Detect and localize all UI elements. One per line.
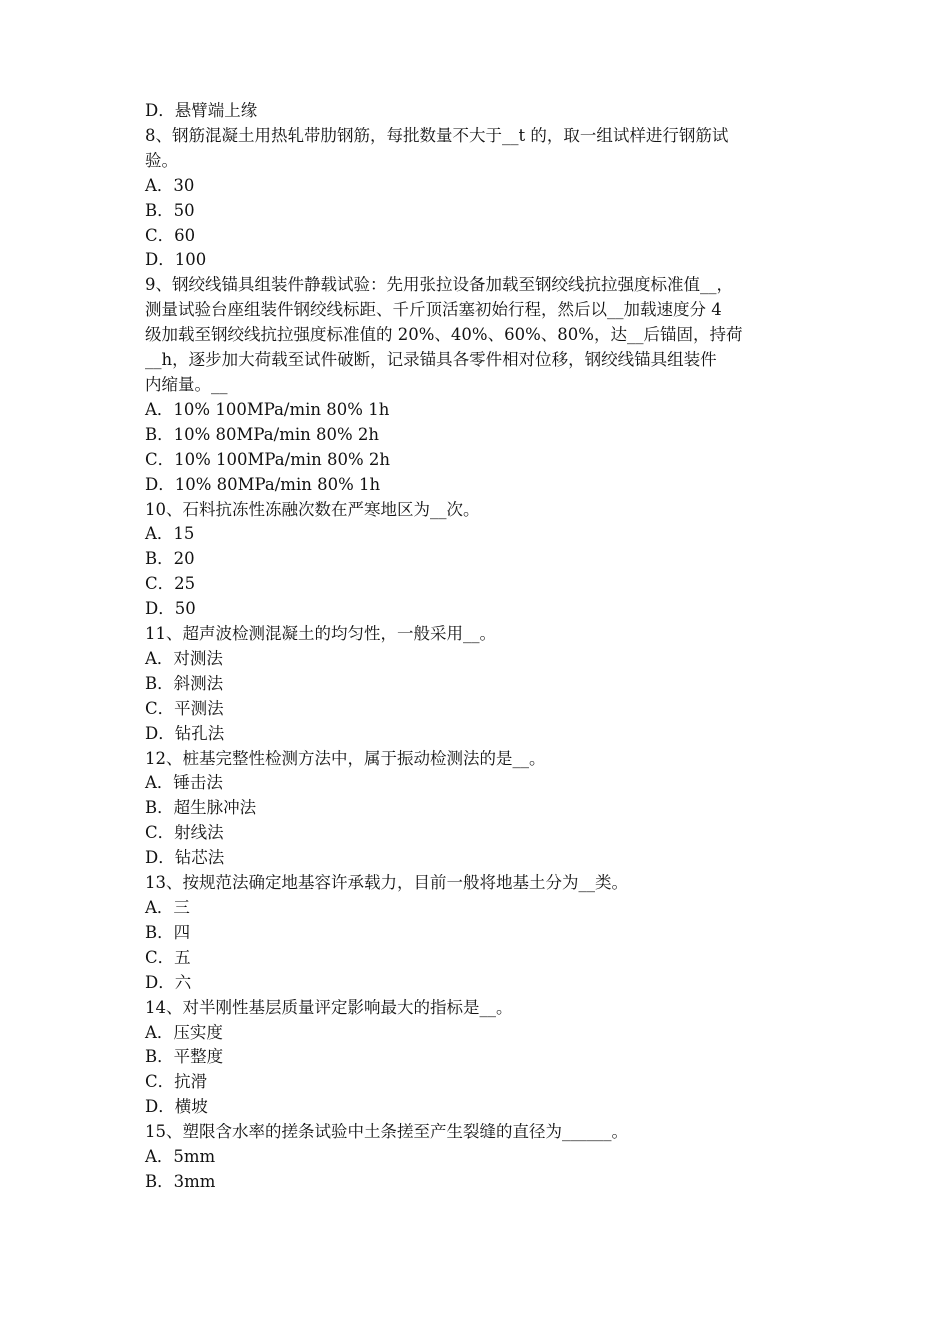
text-line: 测量试验台座组装件钢绞线标距、千斤顶活塞初始行程，然后以__加载速度分 4 [145,300,722,320]
text-line: D．钻孔法 [145,723,225,743]
text-line: 11、超声波检测混凝土的均匀性，一般采用__。 [145,624,496,644]
text-line: D．悬臂端上缘 [145,101,258,120]
text-line: D．钻芯法 [145,848,225,868]
text-line: 10、石料抗冻性冻融次数在严寒地区为__次。 [145,499,480,519]
text-line: B．10% 80MPa/min 80% 2h [145,424,380,444]
text-line: A．10% 100MPa/min 80% 1h [145,399,390,419]
text-line: C．25 [145,574,196,594]
text-line: B．斜测法 [145,673,224,693]
text-line: A．锤击法 [145,773,223,793]
text-line: A．30 [145,175,195,195]
text-line: 8、钢筋混凝土用热轧带肋钢筋，每批数量不大于__t 的，取一组试样进行钢筋试 [145,125,729,145]
document-body [145,99,810,1195]
text-line: D．横坡 [145,1097,208,1117]
text-line: 13、按规范法确定地基容许承载力，目前一般将地基土分为__类。 [145,873,628,893]
text-line: 验。 [145,150,178,170]
text-line: B．3mm [145,1171,216,1191]
text-line: 14、对半刚性基层质量评定影响最大的指标是__。 [145,997,513,1017]
text-line: __h，逐步加大荷载至试件破断，记录锚具各零件相对位移，钢绞线锚具组装件 [145,350,717,370]
text-line: C．抗滑 [145,1072,208,1092]
text-line: C．射线法 [145,823,224,843]
text-line: 12、桩基完整性检测方法中，属于振动检测法的是__。 [145,748,546,768]
text-line: D．10% 80MPa/min 80% 1h [145,474,381,494]
text-line: A．三 [145,898,190,917]
text-line: D．100 [145,250,207,270]
text-line: C．60 [145,225,196,245]
text-line: B．四 [145,922,191,942]
text-line: 15、塑限含水率的搓条试验中土条搓至产生裂缝的直径为______。 [145,1122,628,1142]
text-line: B．平整度 [145,1047,224,1067]
text-line: C．五 [145,947,191,967]
text-line: A．对测法 [145,648,223,668]
text-line: A．5mm [145,1147,216,1167]
text-line: 9、钢绞线锚具组装件静载试验：先用张拉设备加载至钢绞线抗拉强度标准值__， [145,275,733,295]
text-line: 级加载至钢绞线抗拉强度标准值的 20%、40%、60%、80%，达__后锚固，持荷 [145,325,743,345]
text-line: B．20 [145,549,195,569]
text-line: D．50 [145,599,196,619]
text-line: 内缩量。__ [145,374,228,394]
text-line: A．压实度 [145,1022,223,1042]
text-line: D．六 [145,972,192,992]
text-line: C．平测法 [145,698,224,718]
text-line: A．15 [145,524,195,544]
text-line: B．超生脉冲法 [145,798,257,818]
text-line: B．50 [145,200,195,220]
text-line: C．10% 100MPa/min 80% 2h [145,449,391,469]
